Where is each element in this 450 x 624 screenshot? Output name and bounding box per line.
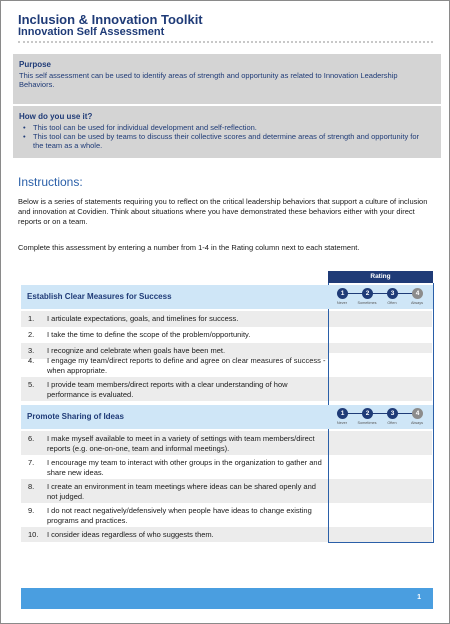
doc-subtitle: Innovation Self Assessment xyxy=(18,26,165,38)
statement-text: I create an environment in team meetings where ideas can be shared openly and not judged. xyxy=(47,482,316,501)
rating-label: Never xyxy=(336,301,348,305)
statement-text: I take the time to define the scope of the problem/opportunity. xyxy=(47,330,251,339)
rating-cell[interactable] xyxy=(329,311,432,327)
statement-text: I encourage my team to interact with other groups in the organization to gather and share new ideas. xyxy=(47,458,322,477)
statement-number: 5. xyxy=(28,380,35,389)
rating-1-icon: 1 xyxy=(337,288,348,299)
rating-cell[interactable] xyxy=(329,353,432,377)
rating-scale xyxy=(328,405,433,429)
rating-cell[interactable] xyxy=(329,527,432,542)
rating-cell[interactable] xyxy=(329,327,432,343)
rating-3-icon: 3 xyxy=(387,408,398,419)
footer-bar xyxy=(21,588,433,609)
purpose-heading: Purpose xyxy=(19,60,52,69)
doc-title: Inclusion & Innovation Toolkit xyxy=(18,12,203,27)
instructions-heading: Instructions: xyxy=(18,175,83,189)
statement-number: 1. xyxy=(28,314,35,323)
usage-heading: How do you use it? xyxy=(19,112,93,121)
statement-text: I engage my team/direct reports to define and agree on clear measures of success - when appropriate. xyxy=(47,356,326,375)
page-number: 1 xyxy=(417,594,421,601)
rating-label: Sometimes xyxy=(357,301,377,305)
statement-number: 2. xyxy=(28,330,35,339)
rating-4-icon: 4 xyxy=(412,408,423,419)
usage-bullet: • This tool can be used by teams to discuss their collective scores and determine areas of strength and opportunity for the team as a whole. xyxy=(33,132,428,150)
instructions-paragraph: Complete this assessment by entering a number from 1-4 in the Rating column next to each statement. xyxy=(18,243,360,252)
statement-number: 9. xyxy=(28,506,35,515)
rating-cell[interactable] xyxy=(329,479,432,503)
dotted-divider xyxy=(18,41,433,43)
rating-1-icon: 1 xyxy=(337,408,348,419)
usage-bullet: • This tool can be used for individual development and self-reflection. xyxy=(33,123,428,132)
statement-number: 8. xyxy=(28,482,35,491)
statement-row xyxy=(21,353,328,377)
rating-header: Rating xyxy=(328,271,433,283)
statement-text: I provide team members/direct reports with a clear understanding of how performance is evaluated. xyxy=(47,380,288,399)
statement-text: I consider ideas regardless of who suggests them. xyxy=(47,530,214,539)
rating-label: Sometimes xyxy=(357,421,377,425)
rating-2-icon: 2 xyxy=(362,408,373,419)
scale-line xyxy=(340,293,418,294)
section-title: Promote Sharing of Ideas xyxy=(27,412,124,421)
rating-scale xyxy=(328,285,433,309)
rating-cell[interactable] xyxy=(329,431,432,455)
statement-row xyxy=(21,455,328,479)
rating-label: Always xyxy=(410,301,424,305)
rating-cell[interactable] xyxy=(329,503,432,527)
statement-row xyxy=(21,311,328,327)
usage-box xyxy=(13,106,441,158)
purpose-text: This self assessment can be used to identify areas of strength and opportunity as related to Innovation Leadership Behaviors. xyxy=(19,71,398,89)
statement-row xyxy=(21,503,328,527)
statement-text: I articulate expectations, goals, and timelines for success. xyxy=(47,314,239,323)
statement-text: I make myself available to meet in a variety of settings with team members/direct reports (e.g. one-on-one, team and informal meetings). xyxy=(47,434,315,453)
statement-row xyxy=(21,431,328,455)
purpose-box xyxy=(13,54,441,104)
section-title: Establish Clear Measures for Success xyxy=(27,292,172,301)
statement-text: I do not react negatively/defensively when people have ideas to change existing programs and practices. xyxy=(47,506,312,525)
statement-row xyxy=(21,327,328,343)
statement-number: 10. xyxy=(28,530,39,539)
statement-number: 4. xyxy=(28,356,35,365)
rating-4-icon: 4 xyxy=(412,288,423,299)
statement-text: I recognize and celebrate when goals have been met. xyxy=(47,346,226,355)
statement-number: 7. xyxy=(28,458,35,467)
rating-label: Always xyxy=(410,421,424,425)
rating-2-icon: 2 xyxy=(362,288,373,299)
rating-cell[interactable] xyxy=(329,377,432,401)
section-header xyxy=(21,285,328,309)
rating-label: Often xyxy=(387,421,397,425)
statement-row xyxy=(21,527,328,542)
scale-line xyxy=(340,413,418,414)
rating-3-icon: 3 xyxy=(387,288,398,299)
rating-cell[interactable] xyxy=(329,455,432,479)
rating-label: Never xyxy=(336,421,348,425)
rating-label: Often xyxy=(387,301,397,305)
statement-number: 3. xyxy=(28,346,35,355)
section-header xyxy=(21,405,328,429)
statement-row xyxy=(21,479,328,503)
statement-number: 6. xyxy=(28,434,35,443)
statement-row xyxy=(21,377,328,401)
instructions-paragraph: Below is a series of statements requiring you to reflect on the critical leadership behaviors that support a culture of inclusion and innovation at Covidien. Think about situations where you have demonstrated these behaviors either with your direct reports or on a team. xyxy=(18,197,428,226)
